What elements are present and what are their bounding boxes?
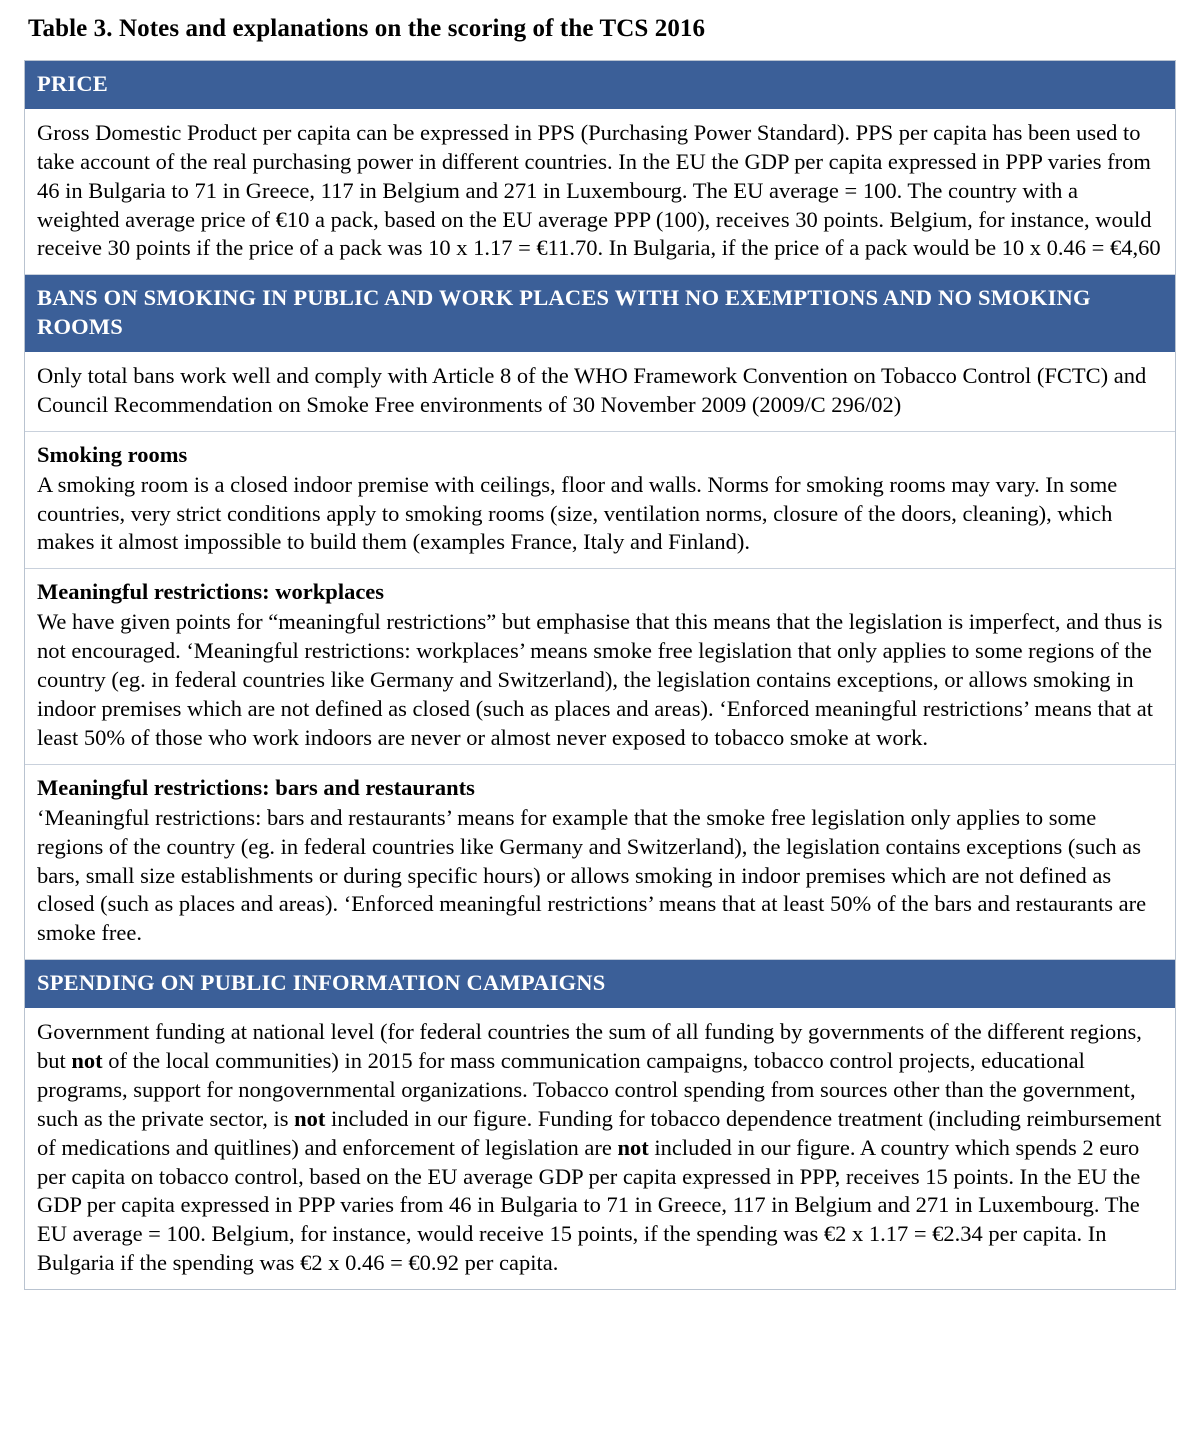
row-subheading: Smoking rooms [37,441,188,467]
row-subheading: Meaningful restrictions: workplaces [37,579,385,605]
table-row [25,110,1175,276]
notes-table [24,60,1176,1290]
table-caption: Table 3. Notes and explanations on the scoring of the TCS 2016 [28,15,706,42]
row-text: Only total bans work well and comply with Article 8 of the WHO Framework Convention on Tobacco Control (FCTC) and Council Recommendation on Smoke Free environments of 30 November 2009 (2009/C 296/02) [37,362,1147,417]
row-subheading: Meaningful restrictions: bars and restaurants [37,774,475,800]
section-header-price: PRICE [25,61,1175,110]
table-row [25,353,1175,432]
table-row [25,432,1175,570]
row-text: A smoking room is a closed indoor premise with ceilings, floor and walls. Norms for smoking rooms may vary. In some countries, very strict conditions apply to smoking rooms (size, ventilation norms, closure of the doors, cleaning), which makes it almost impossible to build them (examples France, Italy and Finland). [37,471,1118,555]
table-row [25,1009,1175,1289]
section-header-spending: SPENDING ON PUBLIC INFORMATION CAMPAIGNS [25,960,1175,1009]
section-header-bans: BANS ON SMOKING IN PUBLIC AND WORK PLACES WITH NO EXEMPTIONS AND NO SMOKING ROOMS [25,275,1175,353]
row-text: We have given points for “meaningful restrictions” but emphasise that this means that the legislation is imperfect, and thus is not encouraged. ‘Meaningful restrictions: workplaces’ means smoke free legislation that only applies to some regions of the country (eg. in federal countries like Germany and Switzerland), the legislation contains exceptions, or allows smoking in indoor premises which are not defined as closed (such as places and areas). ‘Enforced meaningful restrictions’ means that at least 50% of those who work indoors are never or almost never exposed to tobacco smoke at work. [37,609,1163,750]
row-text: Government funding at national level (for federal countries the sum of all funding by governments of the different regions, but not of the local communities) in 2015 for mass communication campaigns, tobacco control projects, educational programs, support for nongovernmental organizations. Tobacco control spending from sources other than the government, such as the private sector, is not included in our figure. Funding for tobacco dependence treatment (including reimbursement of medications and quitlines) and enforcement of legislation are not included in our figure. A country which spends 2 euro per capita on tobacco control, based on the EU average GDP per capita expressed in PPP, receives 15 points. In the EU the GDP per capita expressed in PPP varies from 46 in Bulgaria to 71 in Greece, 117 in Belgium and 271 in Luxembourg. The EU average = 100. Belgium, for instance, would receive 15 points, if the spending was €2 x 1.17 = €2.34 per capita. In Bulgaria if the spending was €2 x 0.46 = €0.92 per capita. [37,1019,1162,1276]
table-row [25,569,1175,764]
table-row [25,765,1175,960]
row-text: Gross Domestic Product per capita can be expressed in PPS (Purchasing Power Standard). PPS per capita has been used to take account of the real purchasing power in different countries. In the EU the GDP per capita expressed in PPP varies from 46 in Bulgaria to 71 in Greece, 117 in Belgium and 271 in Luxembourg. The EU average = 100. The country with a weighted average price of €10 a pack, based on the EU average PPP (100), receives 30 points. Belgium, for instance, would receive 30 points if the price of a pack was 10 x 1.17 = €11.70. In Bulgaria, if the price of a pack would be 10 x 0.46 = €4,60 [37,119,1161,261]
row-text: ‘Meaningful restrictions: bars and restaurants’ means for example that the smoke free legislation only applies to some regions of the country (eg. in federal countries like Germany and Switzerland), the legislation contains exceptions (such as bars, small size establishments or during specific hours) or allows smoking in indoor premises which are not defined as closed (such as places and areas). ‘Enforced meaningful restrictions’ means that at least 50% of the bars and restaurants are smoke free. [37,804,1147,946]
